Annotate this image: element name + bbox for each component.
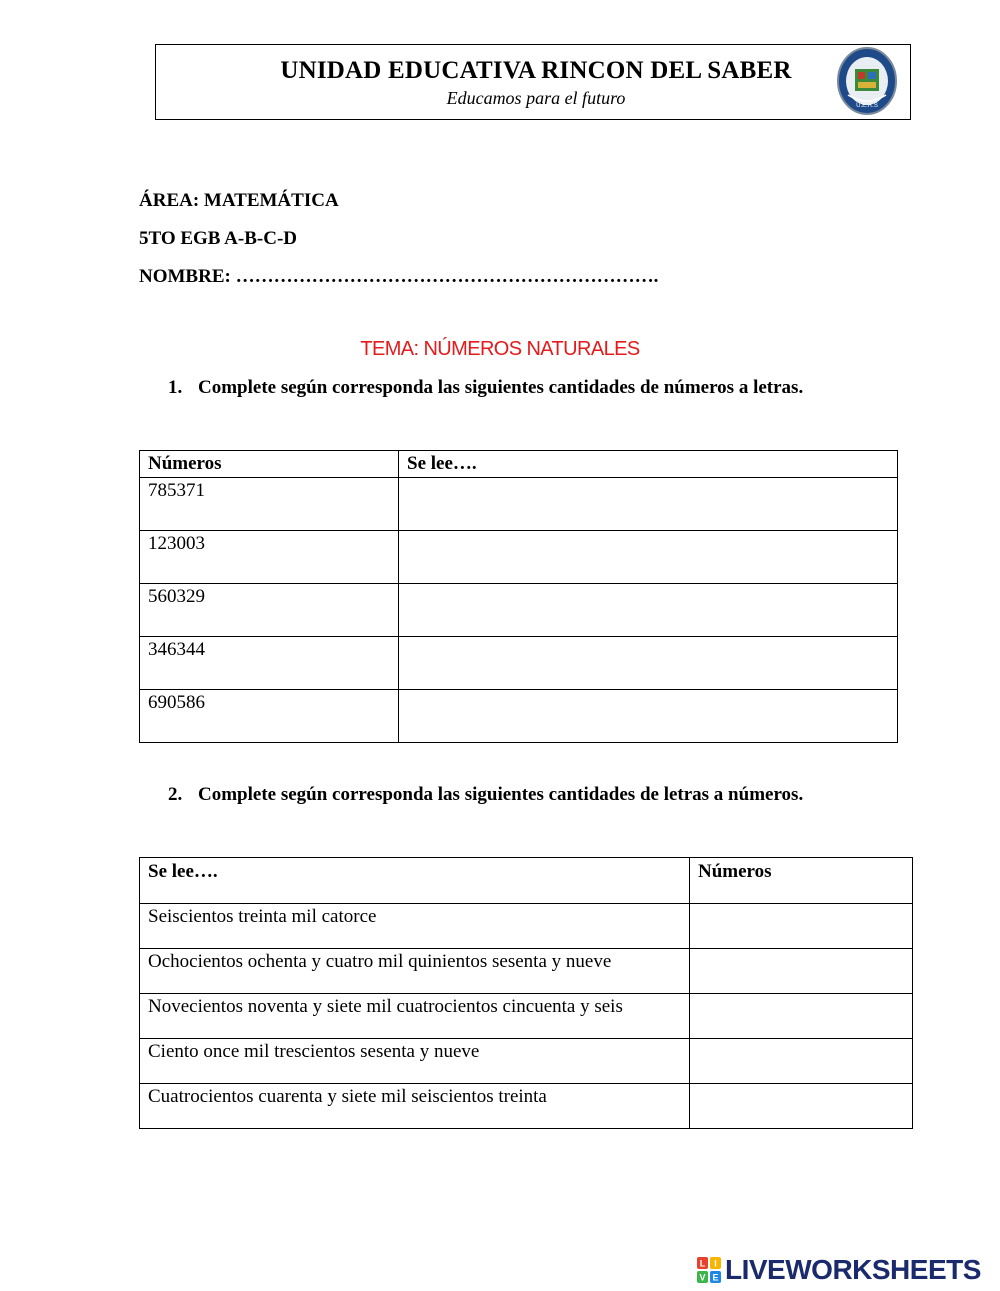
table-row — [140, 690, 898, 743]
words-cell: Seiscientos treinta mil catorce — [140, 904, 690, 949]
answer-cell[interactable] — [690, 949, 913, 994]
table-row — [140, 584, 898, 637]
words-cell: Ochocientos ochenta y cuatro mil quinientos sesenta y nueve — [140, 949, 690, 994]
liveworksheets-icon — [697, 1257, 721, 1283]
topic-title: TEMA: NÚMEROS NATURALES — [360, 338, 640, 360]
school-name: UNIDAD EDUCATIVA RINCON DEL SABER — [280, 57, 792, 84]
column-header-numbers: Números — [690, 858, 913, 904]
question-1-number: 1. — [168, 377, 183, 398]
brand-name: LIVEWORKSHEETS — [725, 1254, 981, 1285]
question-2-text: Complete según corresponda las siguientes cantidades de letras a números. — [198, 784, 804, 805]
words-to-numbers-table — [139, 857, 913, 1129]
number-cell: 123003 — [140, 531, 399, 584]
table-header-row — [140, 858, 913, 904]
icon-letter-e: E — [712, 1272, 719, 1283]
liveworksheets-logo[interactable] — [697, 1255, 981, 1285]
question-1-text: Complete según corresponda las siguientes cantidades de números a letras. — [198, 377, 804, 398]
area-label: ÁREA: MATEMÁTICA — [139, 190, 339, 211]
grade-label: 5TO EGB A-B-C-D — [139, 228, 298, 249]
column-header-reads: Se lee…. — [399, 451, 898, 478]
answer-cell[interactable] — [399, 478, 898, 531]
answer-cell[interactable] — [399, 531, 898, 584]
table-header-row — [140, 451, 898, 478]
numbers-to-words-table — [139, 450, 898, 743]
answer-cell[interactable] — [690, 904, 913, 949]
words-cell: Novecientos noventa y siete mil cuatrocientos cincuenta y seis — [140, 994, 690, 1039]
number-cell: 560329 — [140, 584, 399, 637]
table-row — [140, 949, 913, 994]
icon-letter-v: V — [699, 1272, 706, 1283]
school-motto: Educamos para el futuro — [446, 88, 626, 108]
table-row — [140, 1039, 913, 1084]
answer-cell[interactable] — [399, 584, 898, 637]
answer-cell[interactable] — [399, 690, 898, 743]
words-cell: Cuatrocientos cuarenta y siete mil seiscientos treinta — [140, 1084, 690, 1129]
table-row — [140, 1084, 913, 1129]
column-header-numbers: Números — [140, 451, 399, 478]
seal-label: U.E.R.S — [856, 103, 878, 109]
table-row — [140, 637, 898, 690]
number-cell: 690586 — [140, 690, 399, 743]
icon-letter-i: I — [714, 1258, 717, 1269]
name-field[interactable]: NOMBRE: …………………………………………………………. — [139, 266, 659, 287]
answer-cell[interactable] — [399, 637, 898, 690]
school-header — [155, 44, 911, 120]
school-seal-icon — [834, 45, 900, 117]
table-row — [140, 904, 913, 949]
question-2 — [168, 784, 803, 806]
answer-cell[interactable] — [690, 1039, 913, 1084]
answer-cell[interactable] — [690, 994, 913, 1039]
column-header-reads: Se lee…. — [140, 858, 690, 904]
table-row — [140, 994, 913, 1039]
table-row — [140, 478, 898, 531]
table-row — [140, 531, 898, 584]
question-1 — [168, 377, 803, 399]
number-cell: 346344 — [140, 637, 399, 690]
answer-cell[interactable] — [690, 1084, 913, 1129]
number-cell: 785371 — [140, 478, 399, 531]
icon-letter-l: L — [699, 1258, 706, 1269]
words-cell: Ciento once mil trescientos sesenta y nueve — [140, 1039, 690, 1084]
question-2-number: 2. — [168, 784, 183, 805]
